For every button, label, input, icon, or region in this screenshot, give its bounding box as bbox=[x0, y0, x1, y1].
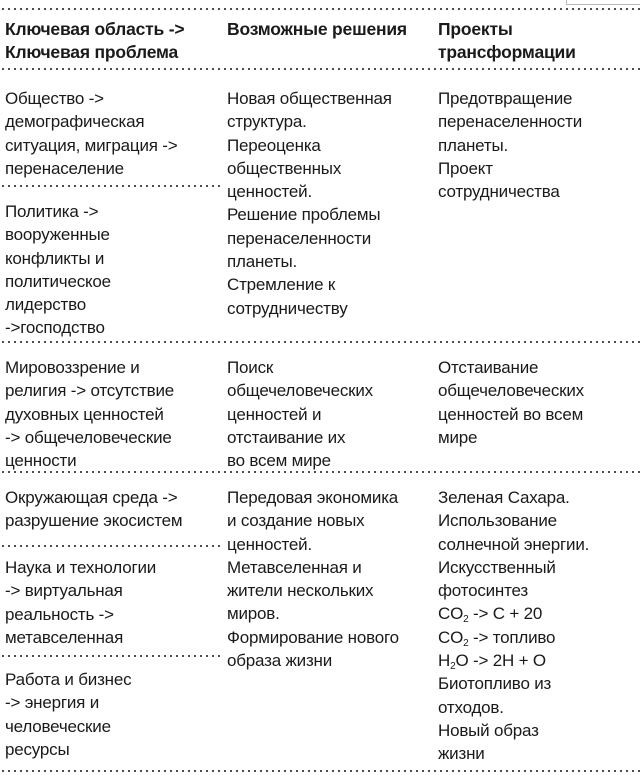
cell-line: демографическая bbox=[5, 112, 145, 132]
cell-line: Зеленая Сахара. bbox=[438, 488, 570, 507]
row3-area-business bbox=[5, 668, 220, 761]
cell-line: конфликты и bbox=[5, 248, 105, 268]
cell-line: ценностей во всем bbox=[438, 404, 584, 424]
cell-line: общественных bbox=[227, 158, 342, 178]
cell-line: солнечной энергии. bbox=[438, 534, 590, 554]
formula-line bbox=[438, 649, 638, 672]
cell-line: -> виртуальная bbox=[5, 581, 123, 601]
formula-part: CO bbox=[438, 627, 464, 647]
cell-line: отходов. bbox=[438, 697, 504, 717]
cell-line: Новая общественная bbox=[227, 89, 392, 108]
header-solutions bbox=[227, 18, 432, 41]
cell-line: ценностей. bbox=[227, 182, 313, 202]
row3-solutions bbox=[227, 486, 432, 672]
row3-sub-divider-2 bbox=[0, 655, 222, 657]
cell-line: ситуация, миграция -> bbox=[5, 135, 178, 155]
cell-line: Искусственный bbox=[438, 557, 556, 577]
cell-line: ценности bbox=[5, 451, 77, 471]
cell-line: ценностей. bbox=[227, 534, 313, 554]
cell-line: Использование bbox=[438, 511, 557, 531]
cell-line: Мировоззрение и bbox=[5, 358, 140, 377]
formula-subscript: 2 bbox=[463, 614, 469, 626]
cell-line: перенаселение bbox=[5, 158, 124, 178]
cell-line: ценностей и bbox=[227, 404, 322, 424]
cell-line: образа жизни bbox=[227, 651, 333, 671]
cell-line: и создание новых bbox=[227, 511, 365, 531]
table-top-divider bbox=[0, 8, 640, 10]
row2-area-worldview bbox=[5, 356, 220, 472]
cell-line: Решение проблемы bbox=[227, 205, 381, 225]
header-projects bbox=[438, 18, 638, 64]
row3-area-science bbox=[5, 556, 220, 649]
page-corner-frame bbox=[566, 0, 640, 5]
row1-area-society bbox=[5, 87, 220, 180]
cell-line: Новый образ bbox=[438, 720, 539, 740]
cell-line: Передовая экономика bbox=[227, 488, 399, 507]
cell-line: общечеловеческих bbox=[438, 381, 584, 401]
cell-line: перенаселенности bbox=[438, 112, 582, 132]
row3-projects bbox=[438, 486, 638, 766]
cell-line: Работа и бизнес bbox=[5, 670, 132, 689]
header-key-area bbox=[5, 18, 220, 64]
cell-line: человеческие bbox=[5, 716, 111, 736]
cell-line: миров. bbox=[227, 604, 280, 624]
header-line: Возможные решения bbox=[227, 19, 407, 39]
cell-line: ресурсы bbox=[5, 739, 70, 759]
cell-line: -> общечеловеческие bbox=[5, 427, 172, 447]
cell-line: мире bbox=[438, 427, 478, 447]
formula-part: H bbox=[438, 651, 451, 671]
header-divider bbox=[0, 68, 640, 70]
cell-line: жизни bbox=[438, 744, 485, 764]
cell-line: отстаивание их bbox=[227, 427, 346, 447]
cell-line: Поиск bbox=[227, 358, 274, 377]
cell-line: Проект bbox=[438, 158, 493, 178]
formula-line bbox=[438, 626, 638, 649]
cell-line: метавселенная bbox=[5, 627, 124, 647]
row1-solutions bbox=[227, 87, 432, 320]
cell-line: сотрудничеству bbox=[227, 298, 348, 318]
formula-part: -> топливо bbox=[468, 627, 556, 647]
formula-subscript: 2 bbox=[450, 661, 456, 673]
cell-line: фотосинтез bbox=[438, 581, 528, 601]
cell-line: Переоценка bbox=[227, 135, 321, 155]
cell-line: ->господство bbox=[5, 318, 105, 338]
cell-line: сотрудничества bbox=[438, 182, 560, 202]
cell-line: Стремление к bbox=[227, 275, 336, 295]
cell-line: Наука и технологии bbox=[5, 558, 157, 577]
header-line: Проекты bbox=[438, 19, 513, 39]
cell-line: Общество -> bbox=[5, 89, 104, 108]
formula-subscript: 2 bbox=[463, 637, 469, 649]
row1-area-politics bbox=[5, 200, 220, 340]
cell-line: общечеловеческих bbox=[227, 381, 373, 401]
cell-line: Окружающая среда -> bbox=[5, 488, 178, 507]
cell-line: вооруженные bbox=[5, 225, 110, 245]
cell-line: Политика -> bbox=[5, 202, 99, 221]
cell-line: Метавселенная и bbox=[227, 557, 362, 577]
cell-line: политическое bbox=[5, 271, 111, 291]
row1-divider bbox=[0, 341, 640, 343]
cell-line: разрушение экосистем bbox=[5, 511, 183, 531]
cell-line: реальность -> bbox=[5, 604, 114, 624]
cell-line: Формирование нового bbox=[227, 627, 399, 647]
cell-line: Предотвращение bbox=[438, 89, 573, 108]
header-line: Ключевая область -> bbox=[5, 19, 185, 39]
row1-sub-divider bbox=[0, 185, 222, 187]
header-line: трансформации bbox=[438, 42, 576, 62]
cell-line: жители нескольких bbox=[227, 581, 374, 601]
formula-part: CO bbox=[438, 604, 464, 624]
cell-line: Отстаивание bbox=[438, 358, 539, 377]
formula-part: -> C + 20 bbox=[468, 604, 543, 624]
cell-line: структура. bbox=[227, 112, 307, 132]
row1-projects bbox=[438, 87, 638, 203]
cell-line: планеты. bbox=[438, 135, 508, 155]
row2-projects bbox=[438, 356, 638, 449]
cell-line: лидерство bbox=[5, 295, 87, 315]
row3-sub-divider-1 bbox=[0, 545, 222, 547]
cell-line: во всем мире bbox=[227, 451, 331, 471]
table-bottom-divider bbox=[0, 770, 640, 772]
formula-line bbox=[438, 602, 638, 625]
cell-line: Биотопливо из bbox=[438, 674, 552, 694]
cell-line: планеты. bbox=[227, 252, 297, 272]
cell-line: религия -> отсутствие bbox=[5, 381, 175, 401]
cell-line: духовных ценностей bbox=[5, 404, 164, 424]
row3-area-environment bbox=[5, 486, 220, 533]
formula-part: O -> 2H + O bbox=[455, 651, 546, 671]
row2-solutions bbox=[227, 356, 432, 472]
row2-divider bbox=[0, 471, 640, 473]
cell-line: перенаселенности bbox=[227, 228, 371, 248]
header-line: Ключевая проблема bbox=[5, 42, 179, 62]
cell-line: -> энергия и bbox=[5, 693, 100, 713]
